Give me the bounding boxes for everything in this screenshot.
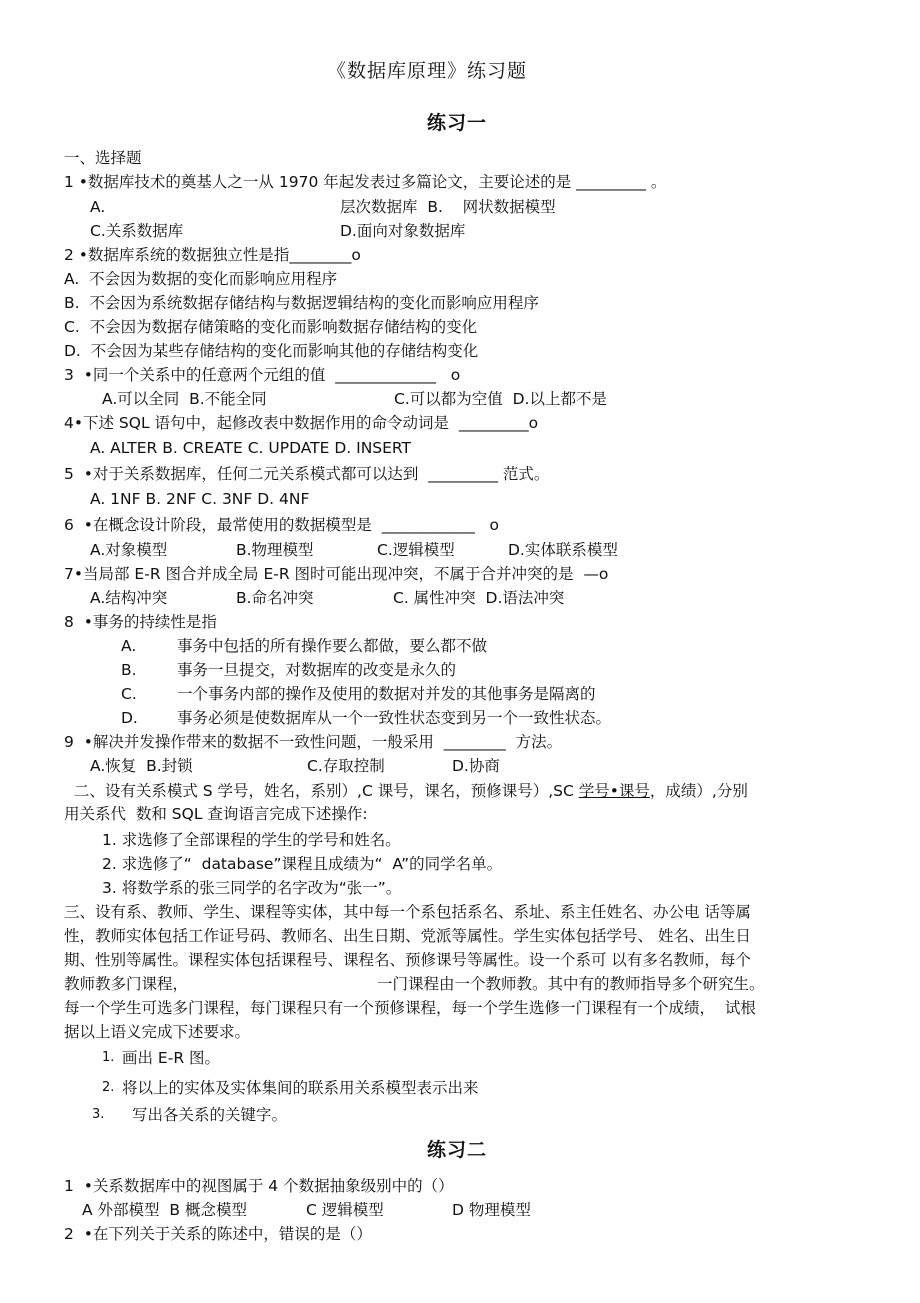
part-3-line-2: 性，教师实体包括工作证号码、教师名、出生日期、党派等属性。学生实体包括学号、 姓名、出生日 — [64, 927, 751, 945]
ex2-question-1: 1 •关系数据库中的视图属于 4 个数据抽象级别中的（） — [64, 1177, 454, 1195]
part-2-task-2: 2. 求选修了“ database”课程且成绩为“ A”的同学名单。 — [102, 855, 503, 873]
question-3-options-cd: C.可以都为空值 D.以上都不是 — [394, 390, 607, 408]
question-8-option-c-letter: C. — [121, 685, 137, 703]
part-1-heading: 一、选择题 — [64, 149, 142, 167]
part-2-task-3: 3. 将数学系的张三同学的名字改为“张一”。 — [102, 879, 402, 897]
question-8-option-d-letter: D. — [121, 709, 138, 727]
question-5-options: A. 1NF B. 2NF C. 3NF D. 4NF — [90, 490, 310, 508]
question-5: 5 •对于关系数据库，任何二元关系模式都可以达到 _________ 范式。 — [64, 465, 550, 483]
question-7-options-cd: C. 属性冲突 D.语法冲突 — [393, 589, 565, 607]
question-8-option-c: 一个事务内部的操作及使用的数据对并发的其他事务是隔离的 — [177, 685, 596, 703]
part-3-line-4a: 教师教多门课程， — [64, 975, 189, 993]
question-4-options: A. ALTER B. CREATE C. UPDATE D. INSERT — [90, 439, 412, 457]
question-7: 7•当局部 E-R 图合并成全局 E-R 图时可能出现冲突，不属于合并冲突的是 —o — [64, 565, 609, 583]
question-8-option-a-letter: A. — [121, 637, 137, 655]
section-heading-exercise-1: 练习一 — [427, 112, 488, 134]
ex2-question-1-options-ab: A 外部模型 B 概念模型 — [82, 1201, 247, 1219]
part-2-intro-text: 二、设有关系模式 S 学号，姓名，系别）,C 课号，课名，预修课号）,SC — [64, 782, 579, 800]
part-3-line-6: 据以上语义完成下述要求。 — [64, 1023, 251, 1041]
question-1-option-c: C.关系数据库 — [90, 222, 184, 240]
question-3: 3 •同一个关系中的任意两个元组的值 _____________ o — [64, 366, 461, 384]
question-9-option-c: C.存取控制 — [307, 757, 385, 775]
ex2-question-1-option-c: C 逻辑模型 — [306, 1201, 384, 1219]
question-8-option-a: 事务中包括的所有操作要么都做，要么都不做 — [177, 637, 488, 655]
document-title: 《数据库原理》练习题 — [327, 60, 528, 82]
part-3-line-1: 三、设有系、教师、学生、课程等实体，其中每一个系包括系名、系址、系主任姓名、办公电 话等属 — [64, 903, 751, 921]
question-9: 9 •解决并发操作带来的数据不一致性问题，一般采用 ________ 方法。 — [64, 733, 563, 751]
part-2-intro-tail: ，成绩）,分别 — [649, 782, 748, 800]
question-7-option-a: A.结构冲突 — [90, 589, 168, 607]
question-1: 1 •数据库技术的奠基人之一从 1970 年起发表过多篇论文，主要论述的是 _________ 。 — [64, 173, 667, 191]
ex2-question-1-option-d: D 物理模型 — [452, 1201, 531, 1219]
part-3-line-4b: 一门课程由一个教师教。其中有的教师指导多个研究生。 — [377, 975, 765, 993]
part-3-task-1: 画出 E-R 图。 — [122, 1049, 221, 1067]
question-6-option-b: B.物理模型 — [236, 541, 314, 559]
question-9-option-d: D.协商 — [452, 757, 500, 775]
part-2-intro-line-2: 用关系代 数和 SQL 查询语言完成下述操作: — [64, 805, 368, 823]
question-6-option-a: A.对象模型 — [90, 541, 168, 559]
question-1-option-d: D.面向对象数据库 — [340, 222, 466, 240]
question-7-option-b: B.命名冲突 — [236, 589, 314, 607]
ex2-question-2: 2 •在下列关于关系的陈述中，错误的是（） — [64, 1225, 372, 1243]
question-2-option-c: C. 不会因为数据存储策略的变化而影响数据存储结构的变化 — [64, 318, 478, 336]
part-3-line-5: 每一个学生可选多门课程，每门课程只有一个预修课程，每一个学生选修一门课程有一个成绩， 试根 — [64, 999, 756, 1017]
question-8: 8 •事务的持续性是指 — [64, 613, 217, 631]
question-8-option-d: 事务必须是使数据库从一个一致性状态变到另一个一致性状态。 — [177, 709, 612, 727]
part-3-task-3: 写出各关系的关键字。 — [132, 1106, 288, 1124]
question-9-options-ab: A.恢复 B.封锁 — [90, 757, 193, 775]
part-2-intro — [64, 780, 748, 802]
question-2-option-d: D. 不会因为某些存储结构的变化而影响其他的存储结构变化 — [64, 342, 479, 360]
part-3-task-3-number: 3. — [92, 1107, 105, 1122]
question-2-option-a: A. 不会因为数据的变化而影响应用程序 — [64, 270, 338, 288]
part-3-task-1-number: 1. — [102, 1050, 115, 1065]
question-8-option-b: 事务一旦提交，对数据库的改变是永久的 — [177, 661, 457, 679]
part-2-key-fields: 学号•课号 — [578, 782, 650, 800]
question-2: 2 •数据库系统的数据独立性是指________o — [64, 246, 361, 264]
question-8-option-b-letter: B. — [121, 661, 137, 679]
part-3-task-2-number: 2. — [102, 1080, 115, 1095]
part-2-task-1: 1. 求选修了全部课程的学生的学号和姓名。 — [102, 831, 401, 849]
section-heading-exercise-2: 练习二 — [427, 1139, 488, 1161]
question-6: 6 •在概念设计阶段，最常使用的数据模型是 ____________ o — [64, 516, 499, 534]
question-1-option-a: A. — [90, 198, 106, 216]
question-6-option-d: D.实体联系模型 — [508, 541, 618, 559]
question-2-option-b: B. 不会因为系统数据存储结构与数据逻辑结构的变化而影响应用程序 — [64, 294, 539, 312]
question-6-option-c: C.逻辑模型 — [377, 541, 455, 559]
question-3-options-ab: A.可以全同 B.不能全同 — [102, 390, 267, 408]
part-3-task-2: 将以上的实体及实体集间的联系用关系模型表示出来 — [122, 1079, 479, 1097]
question-4: 4•下述 SQL 语句中，起修改表中数据作用的命令动词是 _________o — [64, 414, 539, 432]
question-1-options-ab: 层次数据库 B. 网状数据模型 — [340, 198, 556, 216]
part-3-line-3: 期、性别等属性。课程实体包括课程号、课程名、预修课号等属性。设一个系可 以有多名教师，每个 — [64, 951, 751, 969]
